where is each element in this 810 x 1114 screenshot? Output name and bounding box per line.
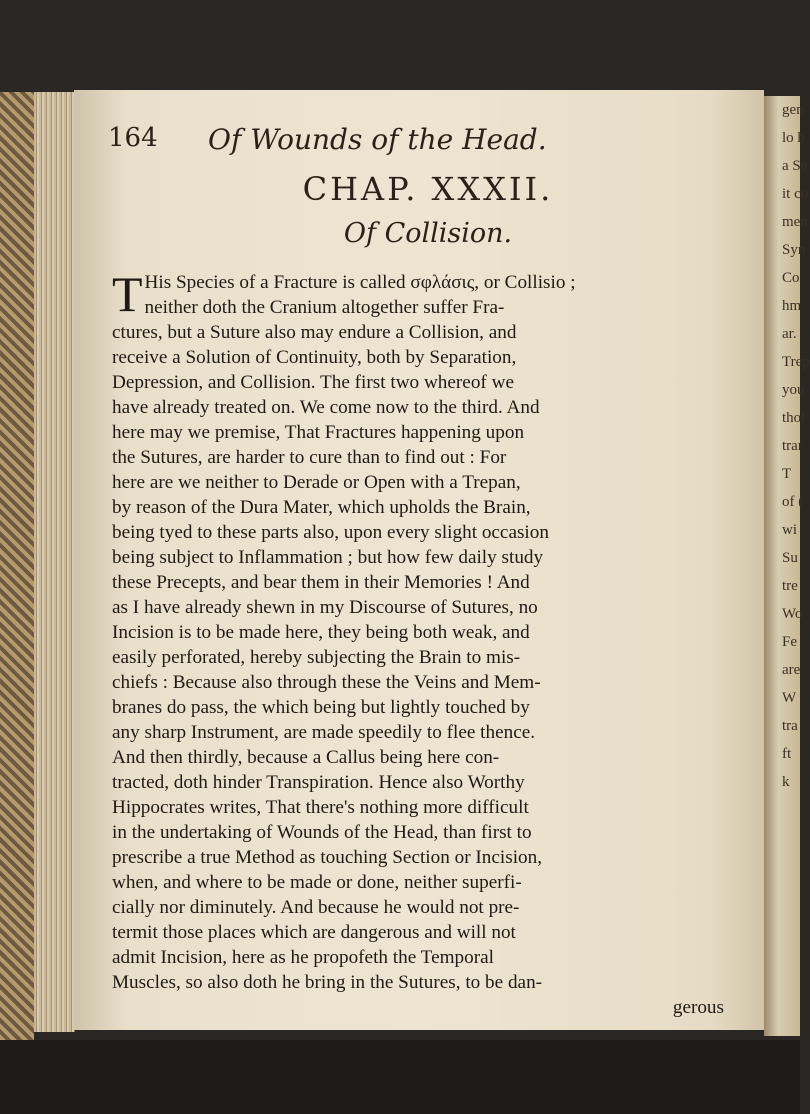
facing-page-fragment: Syn [782, 242, 806, 258]
facing-page-fragment: ar. [782, 326, 797, 342]
catchword: gerous [672, 997, 724, 1018]
facing-page-fragment: a Se [782, 158, 808, 174]
facing-page-fragment: tre [782, 578, 798, 594]
facing-page-fragment: thol [782, 410, 806, 426]
facing-page-fragment: W [782, 690, 797, 706]
text-line: Depression, and Collision. The first two whereof we [112, 372, 514, 393]
text-line: being tyed to these parts also, upon every slight occasion [112, 522, 549, 543]
text-line: prescribe a true Method as touching Section or Incision, [112, 847, 543, 868]
binding-edge [0, 92, 34, 1040]
page-stack [34, 92, 75, 1032]
text-line: here are we neither to Derade or Open with a Trepan, [112, 472, 521, 493]
text-line: termit those places which are dangerous and will not [112, 922, 516, 943]
text-line: when, and where to be made or done, neither superfi- [112, 872, 522, 893]
text-line: Hippocrates writes, That there's nothing more difficult [112, 797, 529, 818]
facing-page-fragment: Su [782, 550, 798, 566]
facing-page-fragment: k [782, 774, 790, 790]
facing-page-fragment: lo h [782, 130, 805, 146]
text-line: tracted, doth hinder Transpiration. Hence also Worthy [112, 772, 525, 793]
facing-page-fragment: it co [782, 186, 809, 202]
text-line: ctures, but a Suture also may endure a Collision, and [112, 322, 517, 343]
facing-page-edge [764, 96, 810, 1036]
text-line: easily perforated, hereby subjecting the Brain to mis- [112, 647, 521, 668]
text-line: the Sutures, are harder to cure than to find out : For [112, 447, 507, 468]
text-line: Muscles, so also doth he bring in the Sutures, to be dan- [112, 972, 543, 993]
text-line: as I have already shewn in my Discourse of Sutures, no [112, 597, 538, 618]
text-line: any sharp Instrument, are made speedily to flee thence. [112, 722, 536, 743]
facing-page-fragment: men [782, 214, 808, 230]
facing-page-fragment: Trep [782, 354, 810, 370]
text-line: in the undertaking of Wounds of the Head, than first to [112, 822, 532, 843]
facing-page-fragment: hm [782, 298, 802, 314]
text-line: admit Incision, here as he propofeth the Temporal [112, 947, 494, 968]
chapter-heading: CHAP. XXXII. [302, 170, 554, 208]
drop-cap: T [112, 266, 143, 322]
text-line: Incision is to be made here, they being both weak, and [112, 622, 530, 643]
facing-page-fragment: Fe [782, 634, 797, 650]
running-head: Of Wounds of the Head. [208, 123, 547, 156]
facing-page-fragment: wi [782, 522, 797, 538]
facing-page-fragment: Co [782, 270, 800, 286]
text-line: cially nor diminutely. And because he would not pre- [112, 897, 520, 918]
text-line: here may we premise, That Fractures happening upon [112, 422, 525, 443]
text-line-content: His Species of a Fracture is called σφλάσις, or Collisio ; [144, 272, 576, 293]
text-line: receive a Solution of Continuity, both by Separation, [112, 347, 517, 368]
facing-page-fragment: of ( [782, 494, 804, 510]
facing-page-fragment: ft [782, 746, 792, 762]
facing-page-fragment: you [782, 382, 805, 398]
text-line: have already treated on. We come now to the third. And [112, 397, 540, 418]
text-line: these Precepts, and bear them in their Memories ! And [112, 572, 530, 593]
page-number: 164 [108, 123, 158, 153]
facing-page-fragment: gen [782, 102, 804, 118]
text-line: chiefs : Because also through these the Veins and Mem- [112, 672, 541, 693]
facing-page-fragment: trar [782, 438, 803, 454]
text-line: neither doth the Cranium altogether suffer Fra- [144, 297, 505, 318]
facing-page-fragment: are [782, 662, 801, 678]
body-text [112, 266, 742, 1020]
text-line: And then thirdly, because a Callus being here con- [112, 747, 500, 768]
text-line: being subject to Inflammation ; but how few daily study [112, 547, 544, 568]
chapter-subtitle: Of Collision. [343, 218, 513, 249]
facing-page-fragment: tra [782, 718, 798, 734]
facing-page-fragment: Wo [782, 606, 803, 622]
text-line: branes do pass, the which being but lightly touched by [112, 697, 530, 718]
facing-page-fragment: T [782, 466, 792, 482]
page-header [108, 123, 748, 163]
text-line: by reason of the Dura Mater, which upholds the Brain, [112, 497, 531, 518]
background-table [0, 1040, 800, 1114]
